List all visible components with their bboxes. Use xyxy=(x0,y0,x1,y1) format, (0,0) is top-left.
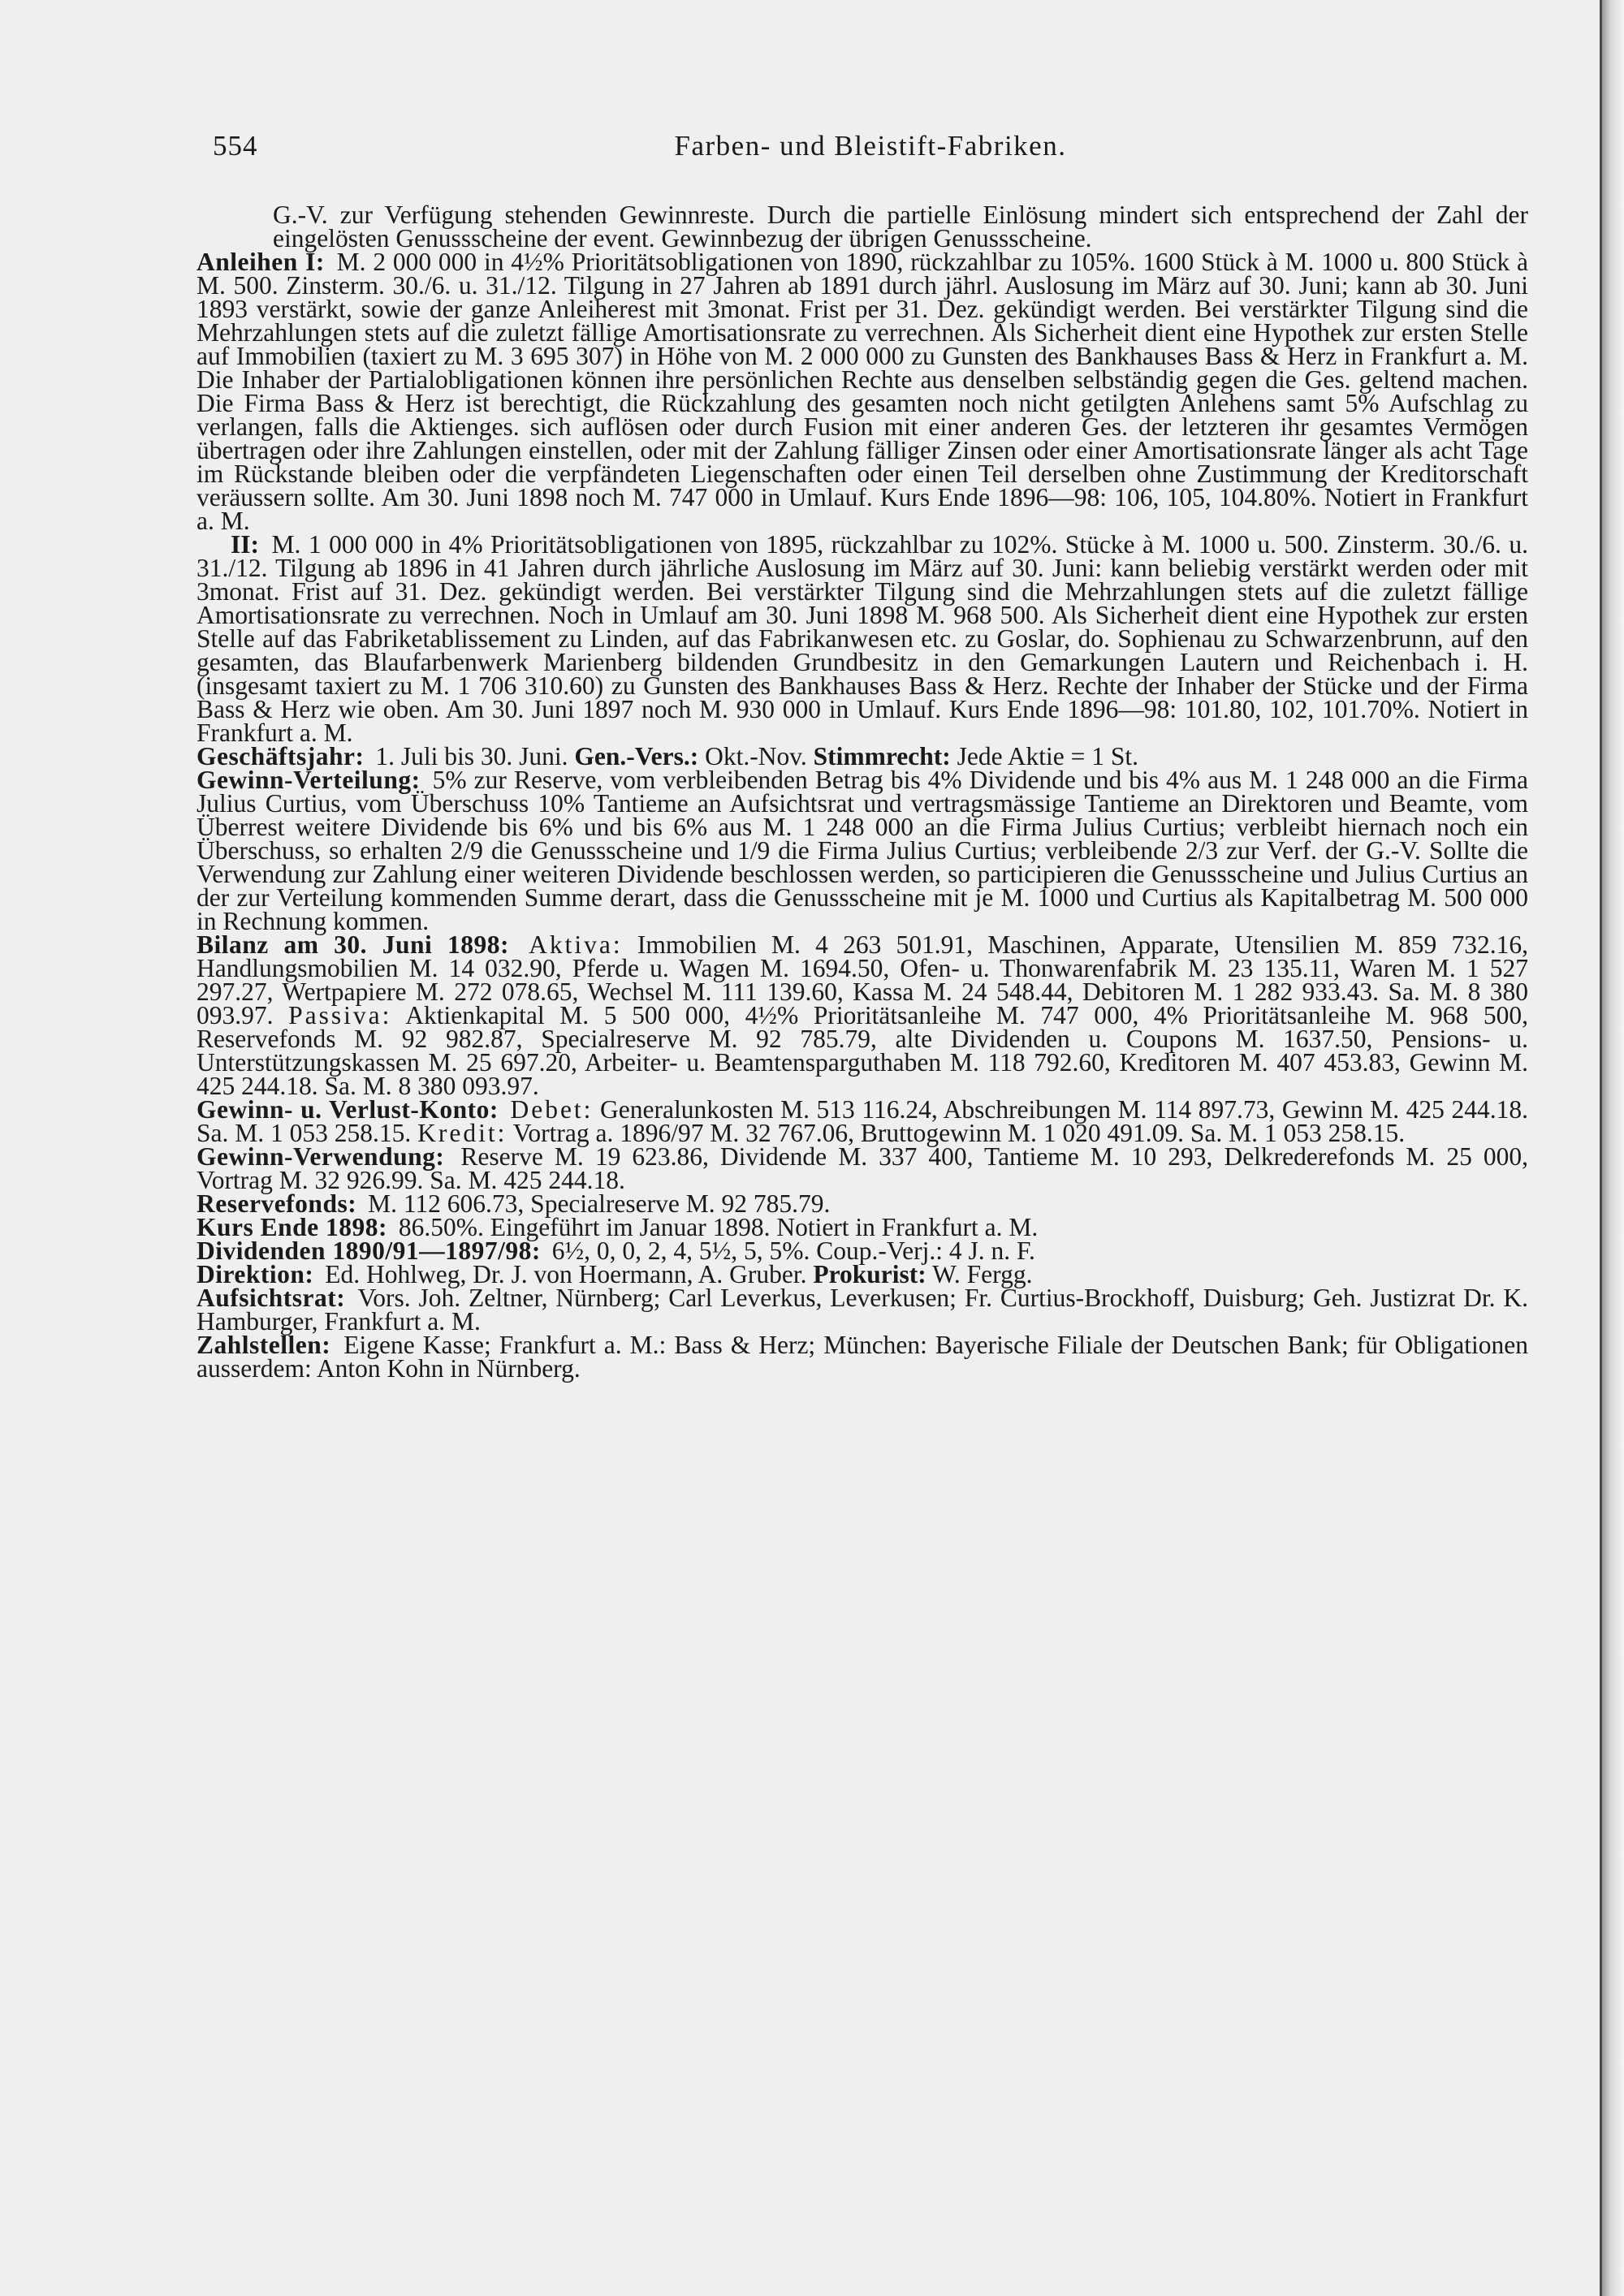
bilanz-label: Bilanz am 30. Juni 1898: xyxy=(197,930,509,959)
prokurist-text: W. Fergg. xyxy=(932,1260,1033,1288)
direktion-label: Direktion: xyxy=(197,1260,314,1288)
gewinn-verwendung-paragraph xyxy=(197,1142,1528,1194)
anleihen-label: Anleihen I: xyxy=(197,248,325,276)
page-edge-shadow xyxy=(1602,0,1624,2296)
aktiva-text: Immobilien M. 4 263 501.91, Maschinen, Apparate, Utensilien M. 859 732.16, Handlungsmobilien M. 14 032.90, Pferde u. Wagen M. 1694.50, Ofen- u. Thonwarenfabrik M. 23 135.11, Waren M. 1 527 297.27, Wertpapiere M. 272 078.65, Wechsel M. 111 139.60, Kassa M. 24 548.44, Debitoren M. 1 282 933.43. Sa. M. 8 380 093.97. xyxy=(197,930,1528,1029)
gewinn-verteilung-label: Gewinn-Verteilung: xyxy=(197,766,421,794)
aufsichtsrat-text: Vors. Joh. Zeltner, Nürnberg; Carl Leverkus, Leverkusen; Fr. Curtius-Brockhoff, Duisburg; Geh. Justizrat Dr. K. Hamburger, Frankfurt a. M. xyxy=(197,1284,1528,1336)
gewinn-verteilung-text: 5% zur Reserve, vom verbleibenden Betrag bis 4% Dividende und bis 4% aus M. 1 248 000 an die Firma Julius Curtius, vom Überschuss 10% Tantieme an Aufsichtsrat und vertragsmässige Tantieme an Direktoren und Beamte, vom Überrest weitere Dividende bis 6% und bis 6% aus M. 1 248 000 an die Firma Julius Curtius; verbleibt hiernach noch ein Überschuss, so erhalten 2/9 die Genussscheine und 1/9 die Firma Julius Curtius; verbleibende 2/3 zur Verf. der G.-V. Sollte die Verwendung zur Zahlung einer weiteren Dividende beschlossen werden, so participieren die Genussscheine und Julius Curtius an der zur Verteilung kommenden Summe derart, dass die Genussscheine mit je M. 1000 und Curtius als Kapitalbetrag M. 500 000 in Rechnung kommen. xyxy=(197,766,1528,935)
dividenden-label: Dividenden 1890/91—1897/98: xyxy=(197,1236,541,1265)
anleihen-2-paragraph xyxy=(197,530,1529,747)
reservefonds-text: M. 112 606.73, Specialreserve M. 92 785.79. xyxy=(368,1189,831,1218)
reservefonds-label: Reservefonds: xyxy=(197,1189,357,1218)
genvers-text: Okt.-Nov. xyxy=(705,742,807,770)
direktion-text: Ed. Hohlweg, Dr. J. von Hoermann, A. Gruber. xyxy=(325,1260,807,1288)
zahlstellen-label: Zahlstellen: xyxy=(197,1331,331,1359)
guv-paragraph xyxy=(197,1095,1529,1147)
bilanz-paragraph xyxy=(197,930,1528,1100)
kredit-text: Vortrag a. 1896/97 M. 32 767.06, Bruttogewinn M. 1 020 491.09. Sa. M. 1 053 258.15. xyxy=(512,1119,1406,1147)
zahlstellen-paragraph xyxy=(197,1331,1529,1383)
aufsichtsrat-paragraph xyxy=(197,1284,1528,1336)
geschaeftsjahr-label: Geschäftsjahr: xyxy=(197,742,365,770)
page-header xyxy=(213,130,1528,170)
passiva-label: Passiva: xyxy=(288,1001,392,1029)
page-number: 554 xyxy=(213,130,258,162)
anleihen-2-text: M. 1 000 000 in 4% Prioritätsobligationen von 1895, rückzahlbar zu 102%. Stücke à M. 1000 u. 500. Zinsterm. 30./6. u. 31./12. Tilgung ab 1896 in 41 Jahren durch jährliche Auslosung im März auf 30. Juni: kann beliebig verstärkt werden oder mit 3monat. Frist auf 31. Dez. gekündigt werden. Bei verstärkter Tilgung sind die Mehrzahlungen stets auf die zuletzt fällige Amortisationsrate zu verrechnen. Noch in Umlauf am 30. Juni 1898 M. 968 500. Als Sicherheit dient eine Hypothek zur ersten Stelle auf das Fabriketablissement zu Linden, auf das Fabrikanwesen etc. zu Goslar, do. Sophienau zu Schwarzenbrunn, auf den gesamten, das Blaufarbenwerk Marienberg bildenden Grundbesitz in den Gemarkungen Lautern und Reichenbach i. H. (insgesamt taxiert zu M. 1 706 310.60) zu Gunsten des Bankhauses Bass & Herz. Rechte der Inhaber der Stücke und der Firma Bass & Herz wie oben. Am 30. Juni 1897 noch M. 930 000 in Umlauf. Kurs Ende 1896—98: 101.80, 102, 101.70%. Notiert in Frankfurt a. M. xyxy=(197,530,1529,747)
debet-label: Debet: xyxy=(510,1095,594,1124)
gewinn-verwendung-text: Reserve M. 19 623.86, Dividende M. 337 400, Tantieme M. 10 293, Delkrederefonds M. 25 000, Vortrag M. 32 926.99. Sa. M. 425 244.18. xyxy=(197,1142,1528,1194)
aktiva-label: Aktiva: xyxy=(529,930,623,959)
genvers-label: Gen.-Vers.: xyxy=(574,742,699,770)
anleihen-1-paragraph xyxy=(197,250,1528,533)
anleihen-1-text: M. 2 000 000 in 4½% Prioritätsobligationen von 1890, rückzahlbar zu 105%. 1600 Stück à M. 1000 u. 800 Stück à M. 500. Zinsterm. 30./6. u. 31./12. Tilgung in 27 Jahren ab 1891 durch jährl. Auslosung im März auf 30. Juni; kann ab 30. Juni 1893 verstärkt, sowie der ganze Anleiherest mit 3monat. Frist per 31. Dez. gekündigt werden. Bei verstärkter Tilgung sind die Mehrzahlungen stets auf die zuletzt fällige Amortisationsrate zu verrechnen. Als Sicherheit dient eine Hypothek zur ersten Stelle auf Immobilien (taxiert zu M. 3 695 307) in Höhe von M. 2 000 000 zu Gunsten des Bankhauses Bass & Herz in Frankfurt a. M. Die Inhaber der Partialobligationen können ihre persönlichen Rechte aus denselben selbständig gegen die Ges. geltend machen. Die Firma Bass & Herz ist berechtigt, die Rückzahlung des gesamten noch nicht getilgten Anlehens samt 5% Aufschlag zu verlangen, falls die Aktienges. sich auflösen oder durch Fusion mit einer anderen Ges. der letzteren ihr gesamtes Vermögen übertragen oder ihre Zahlungen einstellen, oder mit der Zahlung fälliger Zinsen oder einer Amortisationsrate länger als acht Tage im Rückstande bleiben oder die verpfändeten Liegenschaften oder einen Teil derselben ohne Zustimmung der Kreditorschaft veräussern sollte. Am 30. Juni 1898 noch M. 747 000 in Umlauf. Kurs Ende 1896—98: 106, 105, 104.80%. Notiert in Frankfurt a. M. xyxy=(197,248,1528,535)
running-title: Farben- und Bleistift-Fabriken. xyxy=(674,130,1067,162)
gewinn-verwendung-label: Gewinn-Verwendung: xyxy=(197,1142,445,1171)
stimmrecht-label: Stimmrecht: xyxy=(813,742,951,770)
guv-label: Gewinn- u. Verlust-Konto: xyxy=(197,1095,499,1124)
aufsichtsrat-label: Aufsichtsrat: xyxy=(197,1284,346,1312)
page-body xyxy=(197,201,1529,1383)
kurs-label: Kurs Ende 1898: xyxy=(197,1213,388,1241)
dividenden-paragraph xyxy=(197,1236,1528,1265)
kurs-paragraph xyxy=(197,1215,1528,1239)
zahlstellen-text: Eigene Kasse; Frankfurt a. M.: Bass & Herz; München: Bayerische Filiale der Deutschen Bank; für Obligationen ausserdem: Anton Kohn in Nürnberg. xyxy=(197,1331,1529,1383)
kredit-label: Kredit: xyxy=(417,1119,508,1147)
kurs-text: 86.50%. Eingeführt im Januar 1898. Notiert in Frankfurt a. M. xyxy=(398,1213,1039,1241)
gewinn-verteilung-paragraph xyxy=(197,768,1528,933)
direktion-paragraph xyxy=(197,1262,1528,1286)
reservefonds-paragraph xyxy=(197,1189,1528,1218)
geschaeftsjahr-text: 1. Juli bis 30. Juni. xyxy=(375,742,568,770)
prokurist-label: Prokurist: xyxy=(813,1260,926,1288)
dividenden-text: 6½, 0, 0, 2, 4, 5½, 5, 5%. Coup.-Verj.: 4 J. n. F. xyxy=(551,1236,1035,1265)
geschaeftsjahr-paragraph xyxy=(197,744,1528,768)
stimmrecht-text: Jede Aktie = 1 St. xyxy=(957,742,1139,770)
anleihen-2-label: II: xyxy=(231,530,260,559)
debet-text: Generalunkosten M. 513 116.24, Abschreibungen M. 114 897.73, Gewinn M. 425 244.18. Sa. M. 1 053 258.15. xyxy=(197,1095,1529,1147)
passiva-text: Aktienkapital M. 5 500 000, 4½% Prioritätsanleihe M. 747 000, 4% Prioritätsanleihe M. 968 500, Reservefonds M. 92 982.87, Specialreserve M. 92 785.79, alte Dividenden u. Coupons M. 1637.50, Pensions- u. Unterstützungskassen M. 25 697.20, Arbeiter- u. Beamtensparguthaben M. 118 792.60, Kreditoren M. 407 453.83, Gewinn M. 425 244.18. Sa. M. 8 380 093.97. xyxy=(197,1001,1528,1100)
genuss-continuation-paragraph xyxy=(197,203,1528,250)
genuss-continuation-text: G.-V. zur Verfügung stehenden Gewinnreste. Durch die partielle Einlösung mindert sich entsprechend der Zahl der eingelösten Genussscheine der event. Gewinnbezug der übrigen Genussscheine. xyxy=(273,201,1528,252)
